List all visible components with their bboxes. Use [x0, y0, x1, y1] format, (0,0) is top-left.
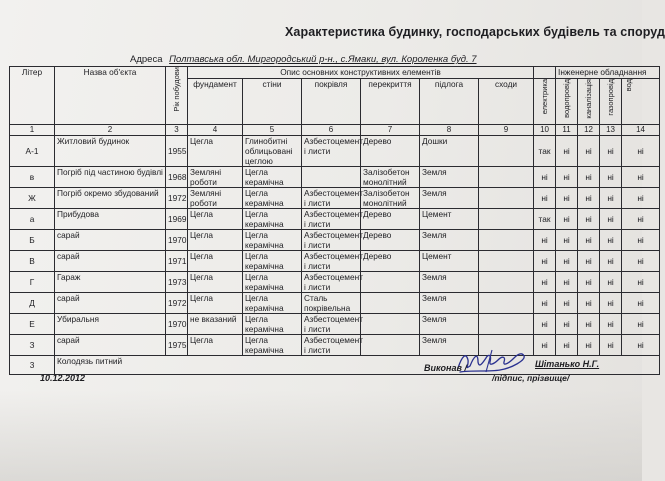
cell-name: Гараж [55, 272, 166, 293]
cell-floor: Дошки [420, 136, 479, 167]
cell-floor: Цемент [420, 251, 479, 272]
cell-year: 1969 [166, 209, 188, 230]
header-water: водопровід [556, 79, 578, 125]
cell-e4: ні [600, 188, 622, 209]
cell-walls: Цегла керамічна [243, 293, 302, 314]
cell-e5: ні [622, 314, 660, 335]
signature-note: /підпис, прізвище/ [492, 373, 570, 383]
cell-name: Житловий будинок [55, 136, 166, 167]
cell-e4: ні [600, 272, 622, 293]
cell-liter: Ж [10, 188, 55, 209]
header-blank [534, 67, 556, 79]
header-row-top [10, 67, 660, 79]
cell-stairs [479, 209, 534, 230]
cell-walls: Цегла керамічна [243, 188, 302, 209]
cell-year: 1970 [166, 230, 188, 251]
cell-year: 1971 [166, 251, 188, 272]
table-row [10, 314, 660, 335]
cell-e4: ні [600, 293, 622, 314]
cell-floor: Земля [420, 272, 479, 293]
cell-e4: ні [600, 230, 622, 251]
cell-e2: ні [556, 293, 578, 314]
header-heating: вод [622, 79, 660, 125]
table-row [10, 272, 660, 293]
header-liter: Літер [10, 67, 55, 125]
cell-e1: ні [534, 335, 556, 356]
header-stairs: сходи [479, 79, 534, 125]
column-number-cell: 3 [166, 125, 188, 136]
cell-liter: Е [10, 314, 55, 335]
cell-e5: ні [622, 167, 660, 188]
header-foundation: фундамент [188, 79, 243, 125]
table-row [10, 209, 660, 230]
cell-liter: Б [10, 230, 55, 251]
cell-year: 1970 [166, 314, 188, 335]
cell-e4: ні [600, 335, 622, 356]
cell-walls: Цегла керамічна [243, 314, 302, 335]
address-label: Адреса [130, 54, 163, 65]
cell-walls: Глинобитні облицьовані цеглою [243, 136, 302, 167]
cell-floor: Земля [420, 188, 479, 209]
cell-e1: ні [534, 167, 556, 188]
cell-e1: так [534, 209, 556, 230]
cell-year: 1972 [166, 293, 188, 314]
cell-walls: Цегла керамічна [243, 167, 302, 188]
cell-foundation: Цегла [188, 335, 243, 356]
cell-name: Колодязь питний [55, 356, 660, 375]
cell-roof: Азбестоцемент і листи [302, 251, 361, 272]
cell-year: 1968 [166, 167, 188, 188]
cell-e5: ні [622, 251, 660, 272]
cell-e5: ні [622, 209, 660, 230]
characteristics-table [9, 66, 660, 375]
column-number-cell: 5 [243, 125, 302, 136]
cell-floor: Цемент [420, 209, 479, 230]
cell-e5: ні [622, 230, 660, 251]
column-number-cell: 1 [10, 125, 55, 136]
cell-stairs [479, 167, 534, 188]
table-row [10, 136, 660, 167]
cell-e2: ні [556, 230, 578, 251]
column-number-cell: 6 [302, 125, 361, 136]
cell-year: 1955 [166, 136, 188, 167]
cell-e3: ні [578, 272, 600, 293]
cell-e4: ні [600, 136, 622, 167]
cell-roof [302, 167, 361, 188]
cell-name: Убиральня [55, 314, 166, 335]
cell-e3: ні [578, 335, 600, 356]
column-number-cell: 11 [556, 125, 578, 136]
cell-liter: Г [10, 272, 55, 293]
cell-ceiling [361, 293, 420, 314]
cell-floor: Земля [420, 314, 479, 335]
cell-ceiling: Дерево [361, 230, 420, 251]
cell-roof: Азбестоцемент і листи [302, 209, 361, 230]
cell-walls: Цегла керамічна [243, 209, 302, 230]
cell-name: сарай [55, 293, 166, 314]
cell-floor: Земля [420, 230, 479, 251]
executor-label: Виконав / [424, 363, 467, 373]
document-date: 10.12.2012 [40, 373, 86, 383]
cell-e5: ні [622, 136, 660, 167]
cell-year: 1973 [166, 272, 188, 293]
column-number-cell: 10 [534, 125, 556, 136]
cell-liter: В [10, 251, 55, 272]
cell-e1: ні [534, 230, 556, 251]
cell-stairs [479, 272, 534, 293]
column-number-cell: 2 [55, 125, 166, 136]
cell-floor: Земля [420, 167, 479, 188]
table-row [10, 188, 660, 209]
table-row [10, 167, 660, 188]
cell-e4: ні [600, 314, 622, 335]
cell-e5: ні [622, 272, 660, 293]
cell-name: сарай [55, 335, 166, 356]
address-value: Полтавська обл. Миргородський р-н., с.Ямаки, вул. Короленка буд. 7 [169, 54, 477, 65]
cell-floor: Земля [420, 335, 479, 356]
cell-e5: ні [622, 293, 660, 314]
cell-e3: ні [578, 188, 600, 209]
header-floor: підлога [420, 79, 479, 125]
table-row [10, 230, 660, 251]
cell-walls: Цегла керамічна [243, 272, 302, 293]
header-object-name: Назва об'єкта [55, 67, 166, 125]
cell-ceiling: Дерево [361, 136, 420, 167]
column-number-cell: 7 [361, 125, 420, 136]
cell-liter: З [10, 335, 55, 356]
cell-year: 1972 [166, 188, 188, 209]
header-sewer: каналізація [578, 79, 600, 125]
table-row [10, 335, 660, 356]
cell-e1: ні [534, 251, 556, 272]
header-roof: покрівля [302, 79, 361, 125]
header-electricity: електрика [534, 79, 556, 125]
cell-e3: ні [578, 230, 600, 251]
cell-stairs [479, 251, 534, 272]
cell-walls: Цегла керамічна [243, 251, 302, 272]
cell-e3: ні [578, 136, 600, 167]
cell-e2: ні [556, 188, 578, 209]
cell-ceiling [361, 314, 420, 335]
cell-liter: Д [10, 293, 55, 314]
cell-e3: ні [578, 209, 600, 230]
column-number-cell: 4 [188, 125, 243, 136]
cell-name: сарай [55, 251, 166, 272]
cell-liter: в [10, 167, 55, 188]
column-number-row [10, 125, 660, 136]
paper-shadow [0, 390, 642, 481]
cell-e4: ні [600, 251, 622, 272]
cell-foundation: Цегла [188, 209, 243, 230]
cell-e3: ні [578, 314, 600, 335]
cell-walls: Цегла керамічна [243, 230, 302, 251]
cell-ceiling: Дерево [361, 209, 420, 230]
cell-liter: 3 [10, 356, 55, 375]
cell-e3: ні [578, 167, 600, 188]
cell-stairs [479, 314, 534, 335]
cell-e5: ні [622, 188, 660, 209]
cell-foundation: Цегла [188, 136, 243, 167]
cell-e2: ні [556, 272, 578, 293]
cell-ceiling: Дерево [361, 251, 420, 272]
cell-foundation: Земляні роботи [188, 167, 243, 188]
cell-ceiling: Залізобетон монолітний [361, 167, 420, 188]
executor-name: Шітанько Н.Г. [535, 359, 600, 369]
cell-floor: Земля [420, 293, 479, 314]
cell-roof: Азбестоцемент і листи [302, 230, 361, 251]
cell-foundation: Цегла [188, 272, 243, 293]
cell-ceiling [361, 335, 420, 356]
cell-foundation: не вказаний [188, 314, 243, 335]
cell-e1: ні [534, 272, 556, 293]
cell-roof: Азбестоцемент і листи [302, 335, 361, 356]
header-construction-group: Опис основних конструктивних елементів [188, 67, 534, 79]
table-row [10, 293, 660, 314]
column-number-cell: 13 [600, 125, 622, 136]
cell-name: Прибудова [55, 209, 166, 230]
cell-e1: ні [534, 188, 556, 209]
cell-foundation: Цегла [188, 251, 243, 272]
table-row [10, 251, 660, 272]
cell-foundation: Цегла [188, 293, 243, 314]
cell-e2: ні [556, 167, 578, 188]
cell-name: Погріб під частиною будівлі [55, 167, 166, 188]
cell-stairs [479, 293, 534, 314]
cell-ceiling: Залізобетон монолітний [361, 188, 420, 209]
cell-liter: А-1 [10, 136, 55, 167]
cell-e2: ні [556, 314, 578, 335]
cell-roof: Азбестоцемент і листи [302, 272, 361, 293]
cell-e1: ні [534, 293, 556, 314]
header-walls: стіни [243, 79, 302, 125]
cell-e2: ні [556, 136, 578, 167]
cell-name: сарай [55, 230, 166, 251]
cell-e2: ні [556, 335, 578, 356]
address-line [130, 54, 477, 65]
header-year: Рік побудови [166, 67, 188, 125]
header-ceiling: перекриття [361, 79, 420, 125]
cell-roof: Сталь покрівельна [302, 293, 361, 314]
header-gas: газопровід [600, 79, 622, 125]
cell-e4: ні [600, 209, 622, 230]
cell-e3: ні [578, 251, 600, 272]
cell-foundation: Цегла [188, 230, 243, 251]
cell-e5: ні [622, 335, 660, 356]
cell-e3: ні [578, 293, 600, 314]
cell-e2: ні [556, 251, 578, 272]
column-number-cell: 12 [578, 125, 600, 136]
cell-foundation: Земляні роботи [188, 188, 243, 209]
cell-stairs [479, 230, 534, 251]
column-number-cell: 9 [479, 125, 534, 136]
column-number-cell: 8 [420, 125, 479, 136]
header-engineering-group: Інженерне обладнання [556, 67, 660, 79]
cell-walls: Цегла керамічна [243, 335, 302, 356]
cell-stairs [479, 188, 534, 209]
cell-name: Погріб окремо збудований [55, 188, 166, 209]
cell-e1: так [534, 136, 556, 167]
document-title: Характеристика будинку, господарських будівель та споруд [285, 25, 665, 39]
cell-e4: ні [600, 167, 622, 188]
cell-liter: а [10, 209, 55, 230]
cell-roof: Азбестоцемент і листи [302, 188, 361, 209]
cell-year: 1975 [166, 335, 188, 356]
cell-e1: ні [534, 314, 556, 335]
cell-e2: ні [556, 209, 578, 230]
cell-ceiling [361, 272, 420, 293]
cell-roof: Азбестоцемент і листи [302, 314, 361, 335]
column-number-cell: 14 [622, 125, 660, 136]
cell-roof: Азбестоцемент і листи [302, 136, 361, 167]
cell-stairs [479, 136, 534, 167]
